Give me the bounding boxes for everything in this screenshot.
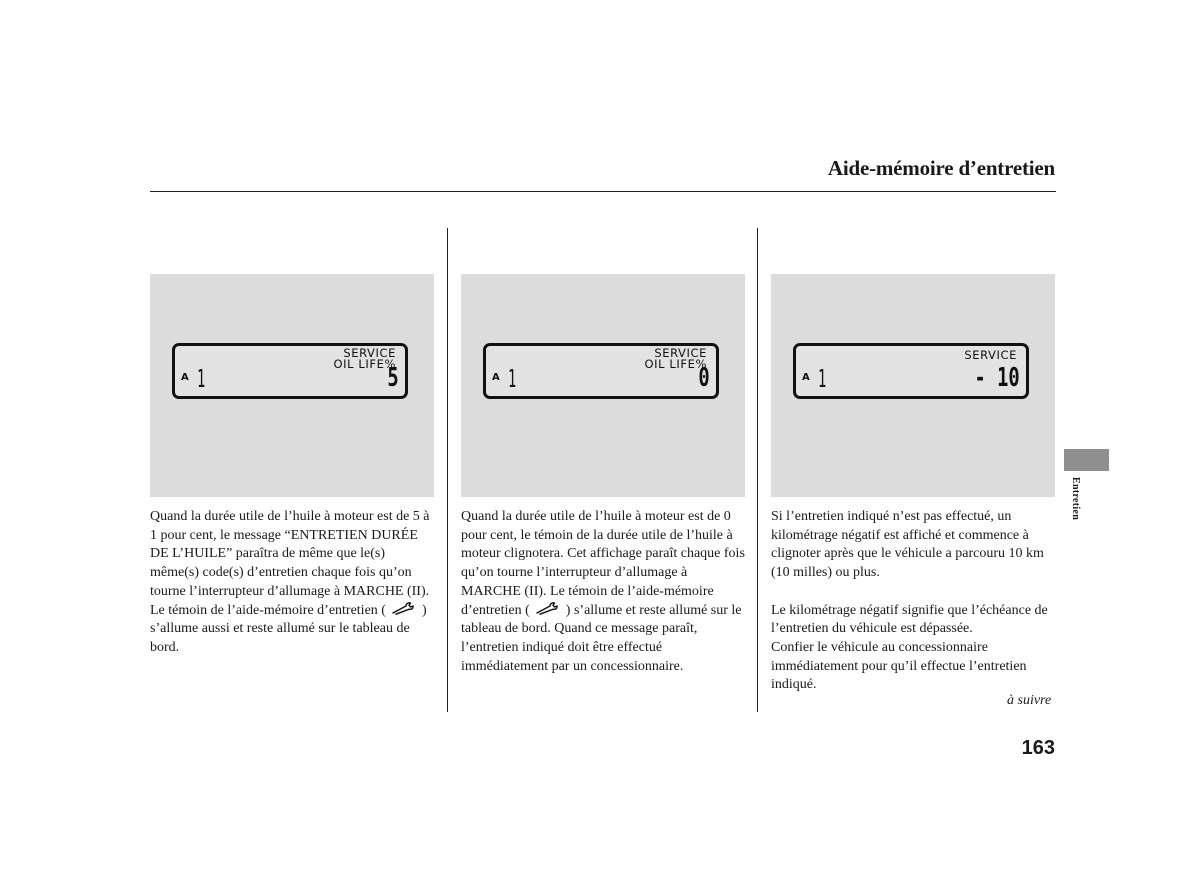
lcd-mode-indicator: A: [492, 372, 500, 383]
lcd-display: [483, 343, 719, 399]
display-figure-1: [150, 274, 434, 497]
text-span: ) s’allume aussi et reste allumé sur le tableau de bord.: [150, 602, 427, 655]
column-divider: [447, 228, 448, 712]
lcd-service-label: SERVICE OIL LIFE%: [644, 346, 707, 371]
text-span: ) s’allume et reste allumé sur le tableau de bord. Quand ce message paraît, l’entretien indiqué doit être effectué immédiatement par un concessionnaire.: [461, 602, 742, 674]
lcd-service-code: 1: [508, 364, 517, 393]
continued-note: à suivre: [1007, 693, 1052, 708]
lcd-mode-indicator: A: [181, 372, 189, 383]
lcd-mode-indicator: A: [802, 372, 810, 383]
wrench-icon: [391, 602, 417, 615]
lcd-service-label: SERVICE OIL LIFE%: [333, 346, 396, 371]
paragraph: Si l’entretien indiqué n’est pas effectué, un kilométrage négatif est affiché et commence à clignoter après que le véhicule a parcouru 10 km (10 milles) ou plus.: [771, 509, 1044, 581]
lcd-value: - 10: [974, 363, 1020, 393]
lcd-service-code: 1: [197, 364, 206, 393]
paragraph: Confier le véhicule au concessionnaire immédiatement pour qu’il effectue l’entretien indiqué.: [771, 639, 1027, 693]
wrench-icon: [535, 602, 561, 615]
lcd-display: [172, 343, 408, 399]
lcd-service-code: 1: [818, 364, 827, 393]
paragraph: [150, 508, 437, 658]
section-tab: [1064, 449, 1109, 471]
display-figure-2: [461, 274, 745, 497]
column-1-text: [150, 508, 437, 658]
lcd-value: 0: [698, 363, 710, 393]
column-2-text: [461, 508, 748, 676]
text-span: Quand la durée utile de l’huile à moteur est de 5 à 1 pour cent, le message “ENTRETIEN DURÉE DE L’HUILE” paraîtra de même que le(s) même(s) code(s) d’entretien chaque fois qu’on tourne l’interrupteur d’allumage à MARCHE (II). Le témoin de l’aide-mémoire d’entretien (: [150, 509, 430, 618]
page-number: 163: [1021, 737, 1055, 759]
column-divider: [757, 228, 758, 712]
lcd-display: [793, 343, 1029, 399]
header-rule: [150, 191, 1056, 192]
paragraph: [461, 508, 748, 676]
section-label: Entretien: [1070, 477, 1081, 521]
text-span: Quand la durée utile de l’huile à moteur est de 0 pour cent, le témoin de la durée utile de l’huile à moteur clignotera. Cet affichage paraît chaque fois qu’on tourne l’interrupteur d’allumage à MARCHE (II). Le témoin de l’aide-mémoire d’entretien (: [461, 509, 745, 618]
page-title: Aide-mémoire d’entretien: [827, 156, 1055, 180]
lcd-service-label: SERVICE: [964, 348, 1017, 362]
display-figure-3: [771, 274, 1055, 497]
paragraph: Le kilométrage négatif signifie que l’échéance de l’entretien du véhicule est dépassée.: [771, 602, 1048, 637]
column-3-text: [771, 508, 1058, 695]
lcd-value: 5: [387, 363, 399, 393]
